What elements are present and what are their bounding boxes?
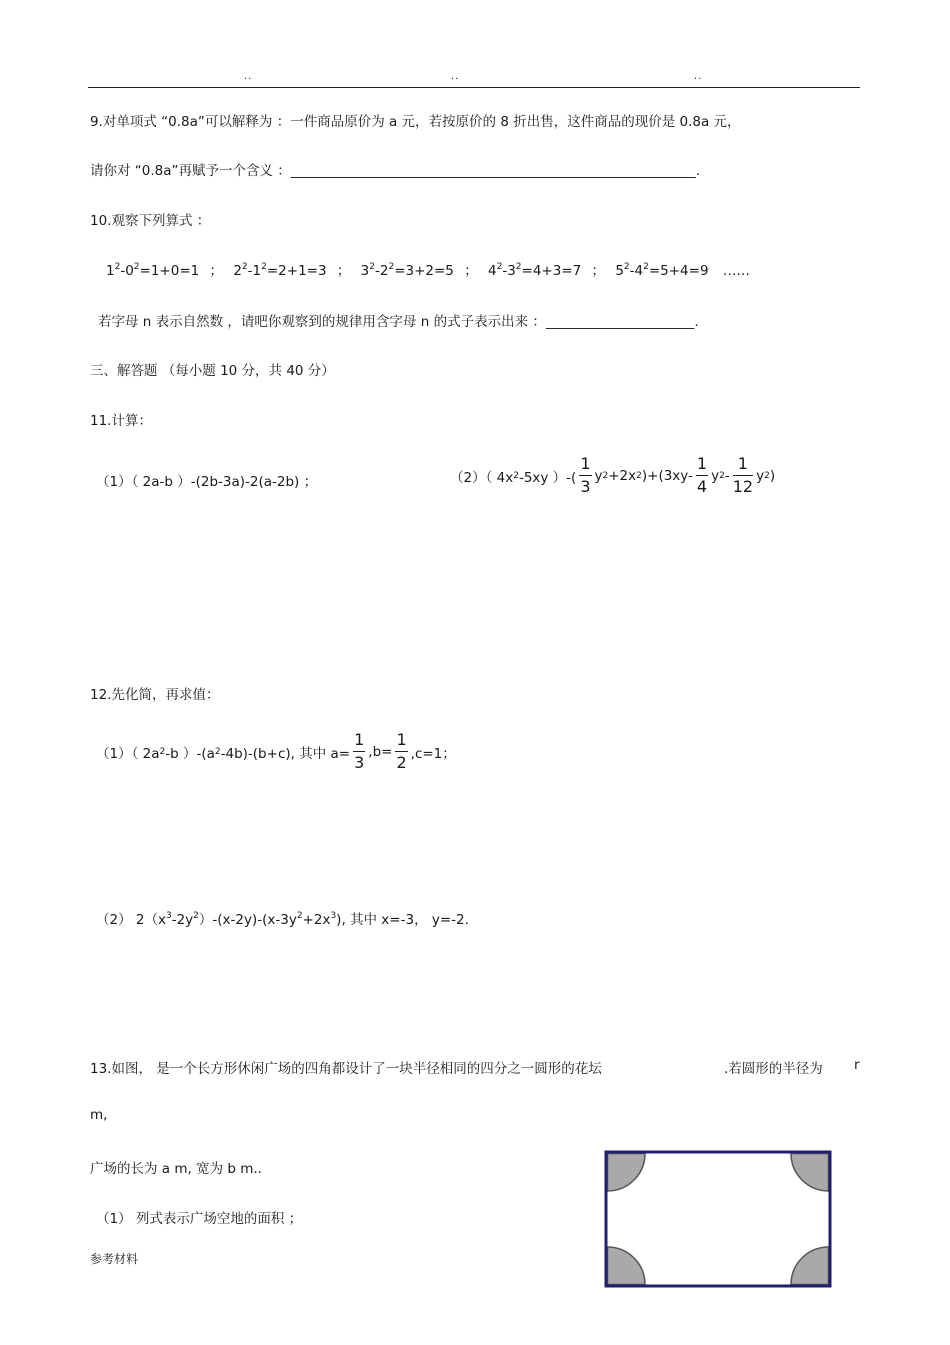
equation-2: $2^2-1^2=2+1=3$	[233, 262, 327, 279]
q12-title: 12.先化简，再求值：	[90, 687, 220, 703]
q10-question: 若字母 n 表示自然数 ，请吧你观察到的规律用含字母 n 的式子表示出来 ：______________________.	[98, 314, 699, 330]
q13-line1-tail: .若圆形的半径为	[724, 1061, 823, 1077]
equation-3: $3^2-2^2=3+2=5$	[360, 262, 454, 279]
plaza-figure	[604, 1150, 834, 1290]
q13-line3: 广场的长为 a m, 宽为 b m..	[90, 1161, 262, 1177]
q11-title: 11.计算：	[90, 413, 152, 429]
footer-label: 参考材料	[90, 1252, 139, 1266]
section-heading: 三、解答题 （每小题 10 分，共 40 分）	[90, 363, 335, 379]
header-dots: ..	[244, 71, 253, 82]
fraction-b-value: $\frac{1}{2}$	[396, 730, 407, 772]
header-rule	[88, 87, 860, 88]
q10-equations: $1^2-0^2=1+0=1$ ； $2^2-1^2=2+1=3$ ； $3^2-2^2=3+2=5$ ； $4^2-3^2=4+3=7$ ； $5^2-4^2=5+4=9$ ……	[106, 262, 750, 279]
q13-line2: m,	[90, 1107, 108, 1123]
q9-line2: 请你对 “0.8a”再赋予一个含义 ：____________________________________________________________.	[90, 163, 701, 179]
fraction-a-value: $\frac{1}{3}$	[354, 730, 365, 772]
fraction-one-twelfth: $\frac{1}{12}$	[732, 454, 754, 496]
equation-5: $5^2-4^2=5+4=9$	[615, 262, 709, 279]
equation-4: $4^2-3^2=4+3=7$	[487, 262, 582, 279]
q12-part1: （1）（ 2a 2 -b ）-(a 2 -4b)-(b+c), 其中 a= $\frac{1}{3}$ ,b= $\frac{1}{2}$ ,c=1；	[96, 730, 456, 772]
q11-part1: （1）（ 2a-b ）-(2b-3a)-2(a-2b) ；	[96, 474, 318, 490]
q10-title: 10.观察下列算式 ：	[90, 213, 211, 229]
header-dots: ..	[451, 71, 460, 82]
q13-line1: 13.如图， 是一个长方形休闲广场的四角都设计了一块半径相同的四分之一圆形的花坛	[90, 1061, 602, 1077]
fraction-one-third: $\frac{1}{3}$	[580, 454, 591, 496]
q11-part2: （2）（ 4x 2 -5xy ）-( $\frac{1}{3}$ y 2 +2x 2 )+(3xy- $\frac{1}{4}$ y 2 - $\frac{1}{12}$ y 2 )	[450, 454, 776, 496]
header-dots: ..	[694, 71, 703, 82]
q13-radius-symbol: r	[854, 1057, 860, 1073]
q9-line1: 9.对单项式 “0.8a”可以解释为 ：一件商品原价为 a 元，若按原价的 8 折出售，这件商品的现价是 0.8a 元，	[90, 114, 741, 130]
q13-sub1: （1） 列式表示广场空地的面积 ；	[96, 1211, 303, 1227]
q12-part2: （2） $2(x^3-2y^2)-(x-2y)-(x-3y^2+2x^3)$, 其中 x=-3， y=-2.	[96, 911, 469, 928]
equation-1: $1^2-0^2=1+0=1$	[106, 262, 200, 279]
fraction-one-quarter: $\frac{1}{4}$	[696, 454, 708, 496]
